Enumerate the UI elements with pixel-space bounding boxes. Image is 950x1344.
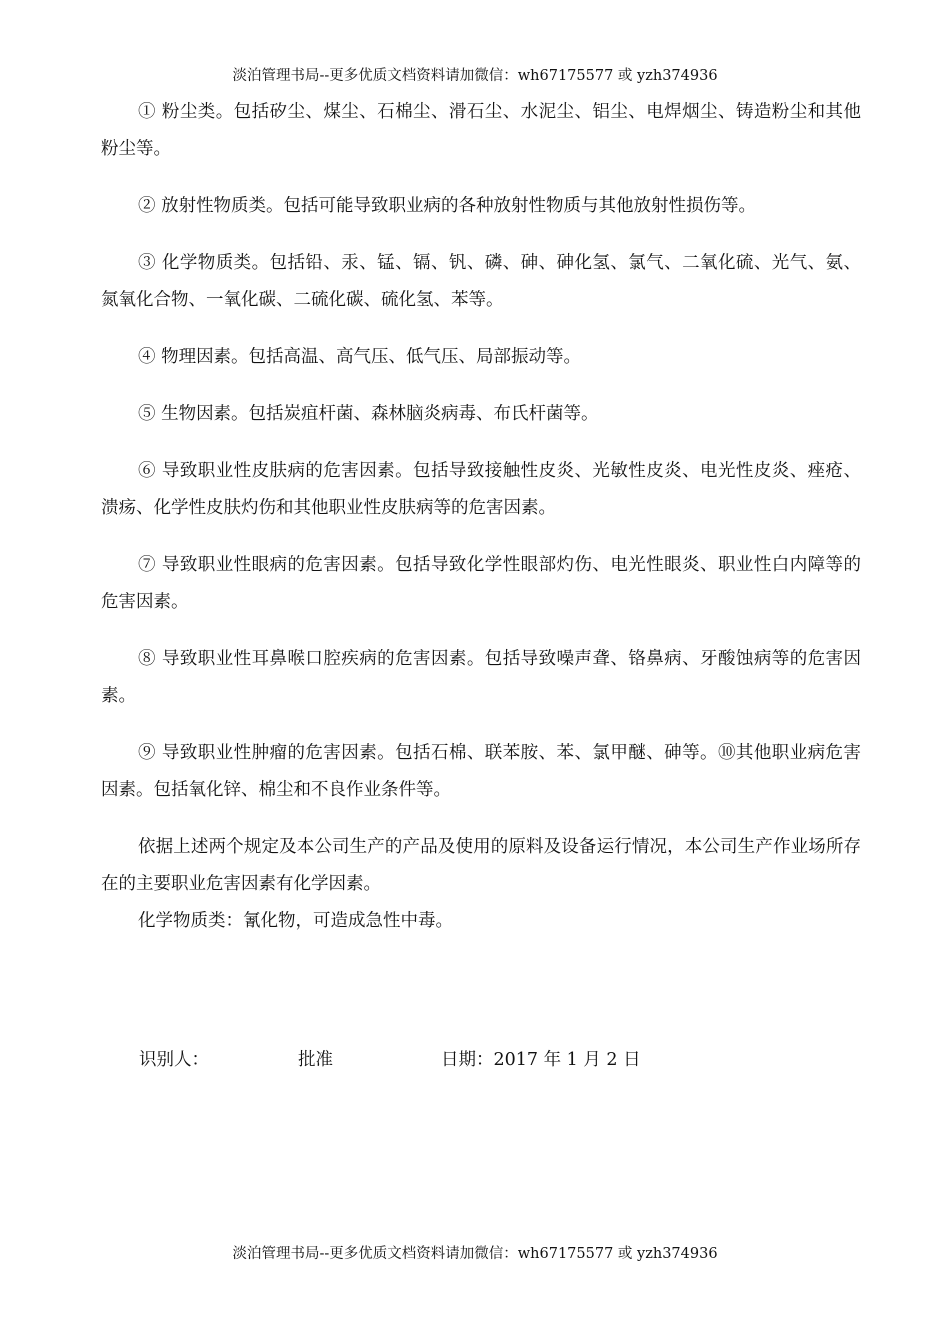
- paragraph-chemical-summary: 化学物质类：氰化物，可造成急性中毒。: [138, 911, 453, 931]
- signature-line: [0, 1042, 950, 1078]
- date-label: 日期：2017 年 1 月 2 日: [441, 1050, 641, 1070]
- paragraph-ent-disease: ⑧ 导致职业性耳鼻喉口腔疾病的危害因素。包括导致噪声聋、铬鼻病、牙酸蚀病等的危害因素。: [101, 649, 861, 706]
- paragraph-tumor: ⑨ 导致职业性肿瘤的危害因素。包括石棉、联苯胺、苯、氯甲醚、砷等。⑩其他职业病危害因素。包括氧化锌、棉尘和不良作业条件等。: [101, 743, 861, 800]
- paragraph-skin-disease: ⑥ 导致职业性皮肤病的危害因素。包括导致接触性皮炎、光敏性皮炎、电光性皮炎、痤疮、溃疡、化学性皮肤灼伤和其他职业性皮肤病等的危害因素。: [101, 461, 861, 518]
- identifier-label: 识别人：: [139, 1050, 209, 1070]
- page-header: 淡泊管理书局--更多优质文档资料请加微信：wh67175577 或 yzh374936: [232, 68, 718, 84]
- paragraph-radioactive: ② 放射性物质类。包括可能导致职业病的各种放射性物质与其他放射性损伤等。: [138, 196, 757, 216]
- page-footer: 淡泊管理书局--更多优质文档资料请加微信：wh67175577 或 yzh374936: [232, 1246, 718, 1262]
- paragraph-chemical: ③ 化学物质类。包括铅、汞、锰、镉、钒、磷、砷、砷化氢、氯气、二氧化硫、光气、氨、氮氧化合物、一氧化碳、二硫化碳、硫化氢、苯等。: [101, 253, 861, 310]
- paragraph-physical: ④ 物理因素。包括高温、高气压、低气压、局部振动等。: [138, 347, 582, 367]
- paragraph-eye-disease: ⑦ 导致职业性眼病的危害因素。包括导致化学性眼部灼伤、电光性眼炎、职业性白内障等的危害因素。: [101, 555, 861, 612]
- paragraph-biological: ⑤ 生物因素。包括炭疽杆菌、森林脑炎病毒、布氏杆菌等。: [138, 404, 599, 424]
- paragraph-conclusion: 依据上述两个规定及本公司生产的产品及使用的原料及设备运行情况，本公司生产作业场所存在的主要职业危害因素有化学因素。: [101, 837, 861, 894]
- approve-label: 批准: [298, 1050, 333, 1070]
- paragraph-dust: ① 粉尘类。包括矽尘、煤尘、石棉尘、滑石尘、水泥尘、铝尘、电焊烟尘、铸造粉尘和其他粉尘等。: [101, 102, 861, 159]
- document-body: [101, 94, 861, 940]
